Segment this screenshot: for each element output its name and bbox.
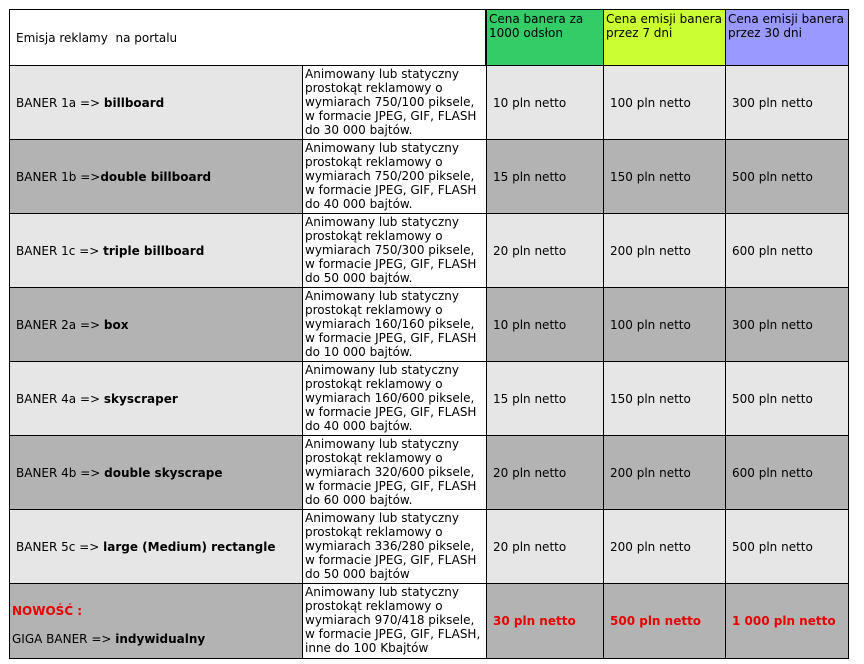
price-p7: 150 pln netto xyxy=(610,391,691,406)
banner-name: triple billboard xyxy=(103,243,205,258)
banner-code: BANER 2a => xyxy=(16,317,104,332)
banner-name: box xyxy=(103,317,129,332)
banner-code: GIGA BANER => xyxy=(12,632,116,646)
price-p7: 500 pln netto xyxy=(610,614,702,628)
price-p30-cell xyxy=(725,509,849,584)
banner-name: indywidualny xyxy=(115,632,206,646)
price-p7-cell xyxy=(603,509,726,584)
banner-name: large (Medium) rectangle xyxy=(103,539,276,554)
new-label: NOWOŚĆ : xyxy=(12,604,83,618)
price-p1000: 10 pln netto xyxy=(493,317,567,332)
header-col-1000 xyxy=(486,9,604,66)
pricing-table xyxy=(9,9,849,659)
banner-code: BANER 5c => xyxy=(16,539,104,554)
price-p1000: 15 pln netto xyxy=(493,391,567,406)
special-name-cell xyxy=(9,583,303,659)
price-p1000-cell xyxy=(486,287,604,362)
banner-description-cell xyxy=(302,139,487,214)
price-p1000: 30 pln netto xyxy=(493,614,576,628)
banner-description: Animowany lub statyczny prostokąt reklamowy o wymiarach 320/600 piksele, w formacie JPEG, GIF, FLASH do 60 000 bajtów. xyxy=(305,437,477,507)
header-title-cell xyxy=(9,9,486,66)
header-col-7days-label: Cena emisji banera przez 7 dni xyxy=(606,12,722,40)
price-p30-cell xyxy=(725,287,849,362)
price-p7: 200 pln netto xyxy=(610,539,691,554)
price-p7: 200 pln netto xyxy=(610,465,691,480)
banner-description: Animowany lub statyczny prostokąt reklamowy o wymiarach 750/200 piksele, w formacie JPEG, GIF, FLASH do 40 000 bajtów. xyxy=(305,141,477,211)
price-p30-cell xyxy=(725,65,849,140)
price-p30-cell xyxy=(725,361,849,436)
price-p7-cell xyxy=(603,213,726,288)
banner-description-cell xyxy=(302,435,487,510)
banner-name-cell xyxy=(9,509,303,584)
banner-description-cell xyxy=(302,65,487,140)
price-p7-cell xyxy=(603,65,726,140)
banner-name: double skyscrape xyxy=(104,465,223,480)
banner-description: Animowany lub statyczny prostokąt reklamowy o wymiarach 750/100 piksele, w formacie JPEG, GIF, FLASH do 30 000 bajtów. xyxy=(305,67,477,137)
price-p7: 100 pln netto xyxy=(610,317,691,332)
price-p30-cell xyxy=(725,139,849,214)
banner-description-cell xyxy=(302,509,487,584)
price-p1000-cell xyxy=(486,139,604,214)
banner-code: BANER 4b => xyxy=(16,465,105,480)
price-p7: 150 pln netto xyxy=(610,169,691,184)
price-p1000: 20 pln netto xyxy=(493,465,567,480)
banner-name-cell xyxy=(9,287,303,362)
banner-code: BANER 1b => xyxy=(16,169,101,184)
price-p30: 500 pln netto xyxy=(732,539,813,554)
price-p1000-cell xyxy=(486,435,604,510)
header-col-30days xyxy=(725,9,849,66)
banner-description: Animowany lub statyczny prostokąt reklamowy o wymiarach 750/300 piksele, w formacie JPEG, GIF, FLASH do 50 000 bajtów. xyxy=(305,215,477,285)
banner-description-cell xyxy=(302,361,487,436)
price-p1000-cell xyxy=(486,361,604,436)
price-p7: 100 pln netto xyxy=(610,95,691,110)
banner-name-line xyxy=(12,632,205,646)
price-p1000: 20 pln netto xyxy=(493,539,567,554)
banner-name-cell xyxy=(9,139,303,214)
price-p7-cell xyxy=(603,287,726,362)
banner-description-cell xyxy=(302,287,487,362)
price-p1000-cell xyxy=(486,213,604,288)
banner-description: Animowany lub statyczny prostokąt reklamowy o wymiarach 160/600 piksele, w formacie JPEG, GIF, FLASH do 40 000 bajtów. xyxy=(305,363,477,433)
price-p1000-cell xyxy=(486,65,604,140)
banner-description: Animowany lub statyczny prostokąt reklamowy o wymiarach 970/418 piksele, w formacie JPEG, GIF, FLASH, inne do 100 Kbajtów xyxy=(305,585,481,655)
header-title: Emisja reklamy na portalu xyxy=(16,30,178,45)
price-p7-cell xyxy=(603,583,726,659)
price-p30: 600 pln netto xyxy=(732,243,813,258)
price-p7: 200 pln netto xyxy=(610,243,691,258)
banner-name-cell xyxy=(9,213,303,288)
price-p30-cell xyxy=(725,435,849,510)
header-col-30days-label: Cena emisji banera przez 30 dni xyxy=(728,12,844,40)
price-p30: 300 pln netto xyxy=(732,95,813,110)
banner-code: BANER 1c => xyxy=(16,243,104,258)
banner-description-cell xyxy=(302,583,487,659)
price-p7-cell xyxy=(603,139,726,214)
price-p7-cell xyxy=(603,435,726,510)
banner-name-cell xyxy=(9,435,303,510)
price-p30: 600 pln netto xyxy=(732,465,813,480)
banner-description: Animowany lub statyczny prostokąt reklamowy o wymiarach 160/160 piksele, w formacie JPEG, GIF, FLASH do 10 000 bajtów. xyxy=(305,289,477,359)
price-p30-cell xyxy=(725,583,849,659)
price-p7-cell xyxy=(603,361,726,436)
price-p30: 500 pln netto xyxy=(732,391,813,406)
banner-description-cell xyxy=(302,213,487,288)
price-p1000-cell xyxy=(486,583,604,659)
price-p1000-cell xyxy=(486,509,604,584)
price-p1000: 20 pln netto xyxy=(493,243,567,258)
banner-name-cell xyxy=(9,361,303,436)
price-p1000: 10 pln netto xyxy=(493,95,567,110)
header-col-1000-label: Cena banera za 1000 odsłon xyxy=(489,12,584,40)
banner-name: billboard xyxy=(103,95,165,110)
header-col-7days xyxy=(603,9,726,66)
banner-name: skyscraper xyxy=(103,391,178,406)
banner-name-cell xyxy=(9,65,303,140)
price-p30: 1 000 pln netto xyxy=(732,614,836,628)
price-p1000: 15 pln netto xyxy=(493,169,567,184)
banner-name: double billboard xyxy=(100,169,212,184)
banner-code: BANER 4a => xyxy=(16,391,104,406)
price-p30-cell xyxy=(725,213,849,288)
banner-description: Animowany lub statyczny prostokąt reklamowy o wymiarach 336/280 piksele, w formacie JPEG, GIF, FLASH do 50 000 bajtów xyxy=(305,511,477,581)
price-p30: 300 pln netto xyxy=(732,317,813,332)
price-p30: 500 pln netto xyxy=(732,169,813,184)
banner-code: BANER 1a => xyxy=(16,95,104,110)
